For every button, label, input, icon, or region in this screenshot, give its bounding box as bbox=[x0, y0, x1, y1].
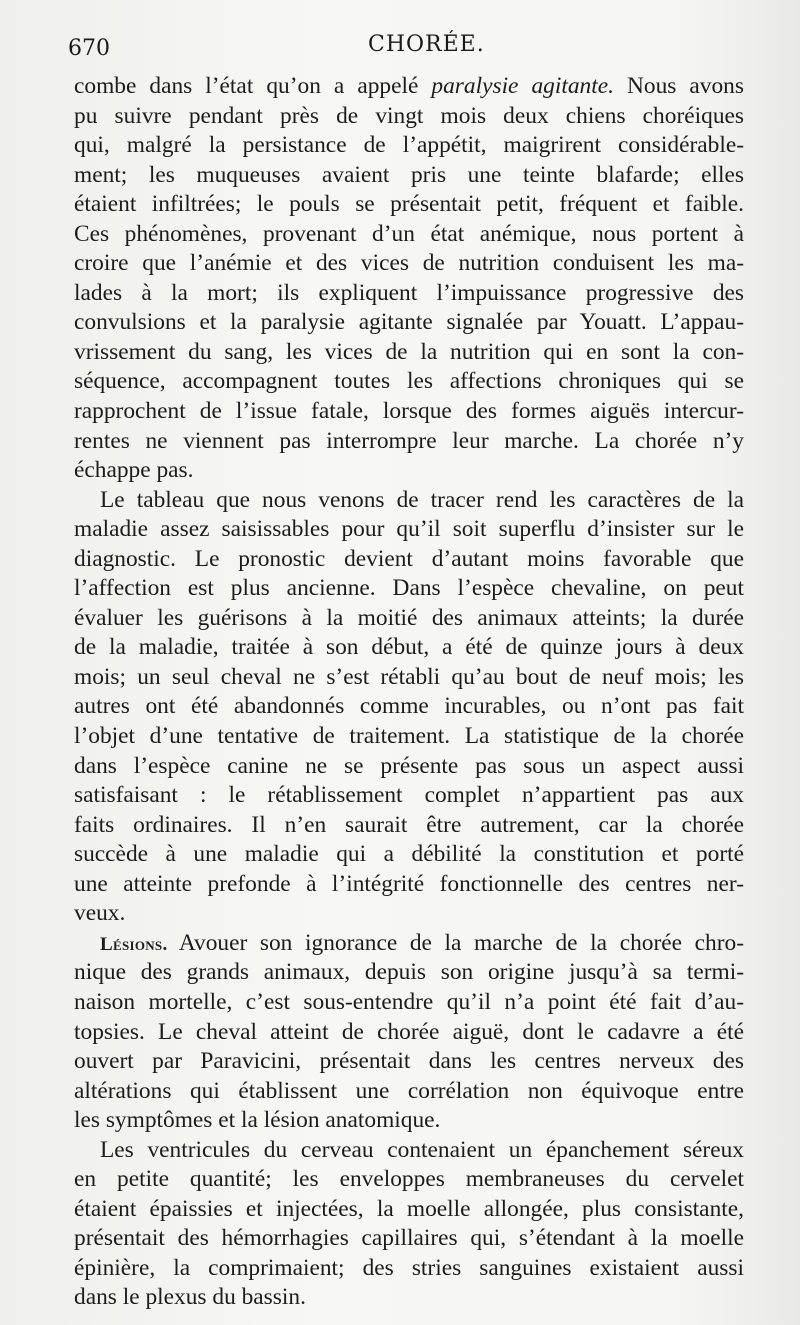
text-line: veux. bbox=[74, 900, 126, 927]
page-header bbox=[68, 28, 748, 68]
text-line: maladie assez saisissables pour qu’il soit superflu d’insister sur le bbox=[74, 516, 744, 543]
text-line: dans le plexus du bassin. bbox=[74, 1284, 306, 1311]
italic-term: paralysie agitante. bbox=[431, 73, 614, 99]
text-line: échappe pas. bbox=[74, 457, 194, 484]
text-line: en petite quantité; les enveloppes membraneuses du cervelet bbox=[74, 1166, 744, 1193]
body-text bbox=[74, 72, 744, 1313]
text-line: pu suivre pendant près de vingt mois deux chiens choréiques bbox=[74, 102, 744, 129]
text-line: croire que l’anémie et des vices de nutrition conduisent les ma- bbox=[74, 250, 744, 277]
text-line: mois; un seul cheval ne s’est rétabli qu’au bout de neuf mois; les bbox=[74, 663, 744, 690]
text-line: rentes ne viennent pas interrompre leur marche. La chorée n’y bbox=[74, 427, 744, 454]
text-line: qui, malgré la persistance de l’appétit, maigrirent considérable- bbox=[74, 132, 744, 159]
text-line: épinière, la comprimaient; des stries sanguines existaient aussi bbox=[74, 1254, 744, 1281]
text-line: diagnostic. Le pronostic devient d’autant moins favorable que bbox=[74, 545, 744, 572]
running-head: CHORÉE. bbox=[368, 32, 485, 57]
text-line: nique des grands animaux, depuis son origine jusqu’à sa termi- bbox=[74, 959, 744, 986]
text-line: succède à une maladie qui a débilité la constitution et porté bbox=[74, 841, 744, 868]
text-line: de la maladie, traitée à son début, a été de quinze jours à deux bbox=[74, 634, 744, 661]
text-line: ouvert par Paravicini, présentait dans les centres nerveux des bbox=[74, 1048, 744, 1075]
text-line: séquence, accompagnent toutes les affections chroniques qui se bbox=[74, 368, 744, 395]
text-line: ment; les muqueuses avaient pris une teinte blafarde; elles bbox=[74, 161, 744, 188]
text-line: altérations qui établissent une corrélation non équivoque entre bbox=[74, 1077, 744, 1104]
text-line: satisfaisant : le rétablissement complet n’appartient pas aux bbox=[74, 782, 744, 809]
text-line: présentait des hémorrhagies capillaires qui, s’étendant à la moelle bbox=[74, 1225, 744, 1252]
text-line: faits ordinaires. Il n’en saurait être autrement, car la chorée bbox=[74, 811, 744, 838]
text-line: Le tableau que nous venons de tracer rend les caractères de la bbox=[100, 486, 744, 513]
text-line: Les ventricules du cerveau contenaient un épanchement séreux bbox=[100, 1136, 744, 1163]
text-line: autres ont été abandonnés comme incurables, ou n’ont pas fait bbox=[74, 693, 744, 720]
text-line: naison mortelle, c’est sous-entendre qu’il n’a point été fait d’au- bbox=[74, 988, 744, 1015]
text-line: l’affection est plus ancienne. Dans l’espèce chevaline, on peut bbox=[74, 575, 744, 602]
text-line: Ces phénomènes, provenant d’un état anémique, nous portent à bbox=[74, 220, 744, 247]
text-line: lades à la mort; ils expliquent l’impuissance progressive des bbox=[74, 279, 744, 306]
text-line: les symptômes et la lésion anatomique. bbox=[74, 1107, 441, 1134]
text-line: une atteinte prefonde à l’intégrité fonctionnelle des centres ner- bbox=[74, 870, 744, 897]
text-line: combe dans l’état qu’on a appelé paralysie agitante. Nous avons bbox=[74, 73, 744, 99]
text-line: dans l’espèce canine ne se présente pas sous un aspect aussi bbox=[74, 752, 744, 779]
text-line: étaient épaissies et injectées, la moelle allongée, plus consistante, bbox=[74, 1195, 744, 1222]
page-number: 670 bbox=[68, 36, 110, 61]
section-label: Lésions. bbox=[100, 933, 168, 955]
text-line: Lésions. Avouer son ignorance de la marche de la chorée chro- bbox=[100, 929, 744, 956]
text-line: l’objet d’une tentative de traitement. La statistique de la chorée bbox=[74, 723, 744, 750]
text-line: évaluer les guérisons à la moitié des animaux atteints; la durée bbox=[74, 604, 744, 631]
text-line: topsies. Le cheval atteint de chorée aiguë, dont le cadavre a été bbox=[74, 1018, 744, 1045]
text-line: vrissement du sang, les vices de la nutrition qui en sont la con- bbox=[74, 338, 744, 365]
text-line: rapprochent de l’issue fatale, lorsque des formes aiguës intercur- bbox=[74, 398, 744, 425]
text-line: convulsions et la paralysie agitante signalée par Youatt. L’appau- bbox=[74, 309, 744, 336]
text-line: étaient infiltrées; le pouls se présentait petit, fréquent et faible. bbox=[74, 191, 744, 218]
